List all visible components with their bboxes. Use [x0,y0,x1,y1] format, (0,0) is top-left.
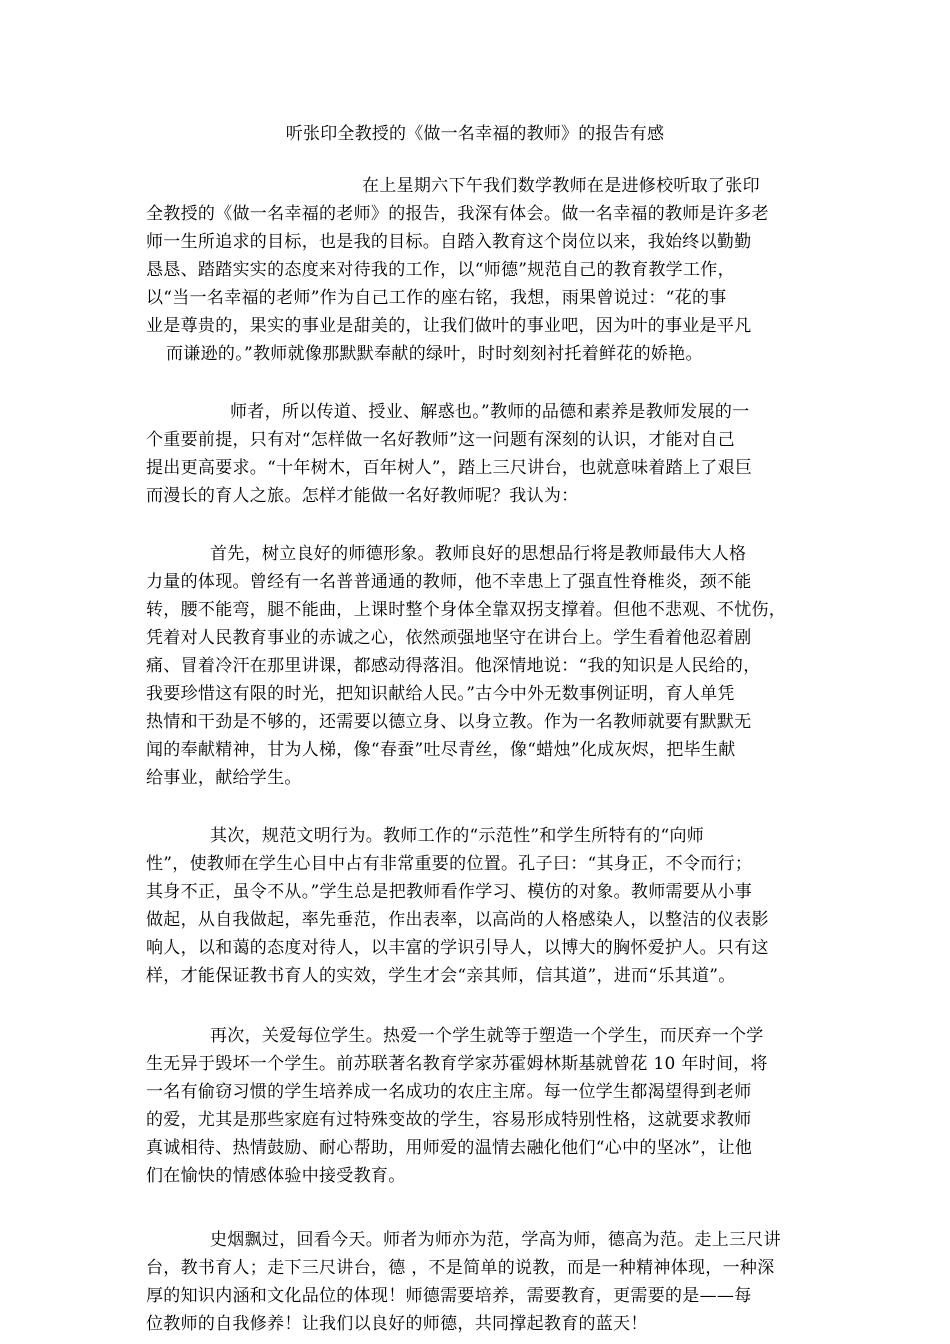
paragraph-1-line-6: 业是尊贵的，果实的事业是甜美的，让我们做叶的事业吧，因为叶的事业是平凡 [146,316,752,336]
paragraph-2-line-1: 师者，所以传道、授业、解惑也。”教师的品德和素养是教师发展的一 [230,402,750,422]
paragraph-1-line-3: 师一生所追求的目标，也是我的目标。自踏入教育这个岗位以来，我始终以勤勤 [146,232,752,252]
paragraph-5-line-5: 真诚相待、热情鼓励、耐心帮助，用师爱的温情去融化他们“心中的坚冰”，让他 [146,1138,753,1158]
paragraph-3-line-3: 转，腰不能弯，腿不能曲，上课时整个身体全靠双拐支撑着。但他不悲观、不忧伤， [146,600,787,620]
document-title: 听张印全教授的《做一名幸福的教师》的报告有感 [285,124,665,144]
paragraph-1-line-4: 恳恳、踏踏实实的态度来对待我的工作，以“师德”规范自己的教育教学工作， [146,260,735,280]
paragraph-5-line-1: 再次，关爱每位学生。热爱一个学生就等于塑造一个学生，而厌弃一个学 [210,1026,764,1046]
paragraph-3-line-1: 首先，树立良好的师德形象。教师良好的思想品行将是教师最伟大人格 [210,544,747,564]
paragraph-3-line-2: 力量的体现。曾经有一名普普通通的教师，他不幸患上了强直性脊椎炎，颈不能 [146,572,752,592]
paragraph-3-line-6: 我要珍惜这有限的时光，把知识献给人民。”古今中外无数事例证明，育人单凭 [146,684,735,704]
paragraph-3-line-4: 凭着对人民教育事业的赤诚之心，依然顽强地坚守在讲台上。学生看着他忍着剧 [146,628,752,648]
paragraph-1-line-5: 以“当一名幸福的老师”作为自己工作的座右铭，我想，雨果曾说过：“花的事 [146,288,727,308]
paragraph-4-line-1: 其次，规范文明行为。教师工作的“示范性”和学生所特有的“向师 [210,826,705,846]
paragraph-6-line-3: 厚的知识内涵和文化品位的体现！师德需要培养，需要教育，更需要的是——每 [146,1286,752,1306]
paragraph-5-line-3: 一名有偷窃习惯的学生培养成一名成功的农庄主席。每一位学生都渴望得到老师 [146,1082,752,1102]
paragraph-6-line-4: 位教师的自我修养！让我们以良好的师德，共同撑起教育的蓝天！ [146,1314,648,1334]
paragraph-3-line-8: 闻的奉献精神，甘为人梯，像“春蚕”吐尽青丝，像“蜡烛”化成灰烬，把毕生献 [146,740,736,760]
paragraph-6-line-2: 台，教书育人；走下三尺讲台，德 ，不是简单的说教，而是一种精神体现，一种深 [146,1258,775,1278]
paragraph-5-line-6: 们在愉快的情感体验中接受教育。 [146,1166,406,1186]
paragraph-1-line-2: 全教授的《做一名幸福的老师》的报告，我深有体会。做一名幸福的教师是许多老 [146,204,769,224]
paragraph-3-line-7: 热情和干劲是不够的，还需要以德立身、以身立教。作为一名教师就要有默默无 [146,712,752,732]
paragraph-2-line-2: 个重要前提，只有对“怎样做一名好教师”这一问题有深刻的认识，才能对自己 [146,430,735,450]
paragraph-1-line-1: 在上星期六下午我们数学教师在是进修校听取了张印 [362,176,760,196]
paragraph-5-line-4: 的爱，尤其是那些家庭有过特殊变故的学生，容易形成特别性格，这就要求教师 [146,1110,752,1130]
paragraph-4-line-2: 性”，使教师在学生心目中占有非常重要的位置。孔子曰：“其身正，不令而行； [146,854,753,874]
paragraph-2-line-3: 提出更高要求。“十年树木，百年树人”，踏上三尺讲台，也就意味着踏上了艰巨 [146,458,753,478]
paragraph-3-line-5: 痛、冒着冷汗在那里讲课，都感动得落泪。他深情地说：“我的知识是人民给的， [146,656,761,676]
paragraph-4-line-4: 做起，从自我做起，率先垂范，作出表率，以高尚的人格感染人，以整洁的仪表影 [146,910,769,930]
paragraph-4-line-6: 样，才能保证教书育人的实效，学生才会“亲其师，信其道”，进而“乐其道”。 [146,966,736,986]
paragraph-6-line-1: 史烟飘过，回看今天。师者为师亦为范，学高为师，德高为范。走上三尺讲 [210,1230,781,1250]
paragraph-1-line-7: 而谦逊的。”教师就像那默默奉献的绿叶，时时刻刻衬托着鲜花的娇艳。 [166,344,703,364]
paragraph-2-line-4: 而漫长的育人之旅。怎样才能做一名好教师呢？我认为： [146,486,579,506]
paragraph-4-line-5: 响人，以和蔼的态度对待人，以丰富的学识引导人，以博大的胸怀爱护人。只有这 [146,938,769,958]
paragraph-5-line-2: 生无异于毁坏一个学生。前苏联著名教育学家苏霍姆林斯基就曾花 10 年时间，将 [146,1054,768,1074]
paragraph-3-line-9: 给事业，献给学生。 [146,768,302,788]
paragraph-4-line-3: 其身不正，虽令不从。”学生总是把教师看作学习、模仿的对象。教师需要从小事 [146,882,752,902]
